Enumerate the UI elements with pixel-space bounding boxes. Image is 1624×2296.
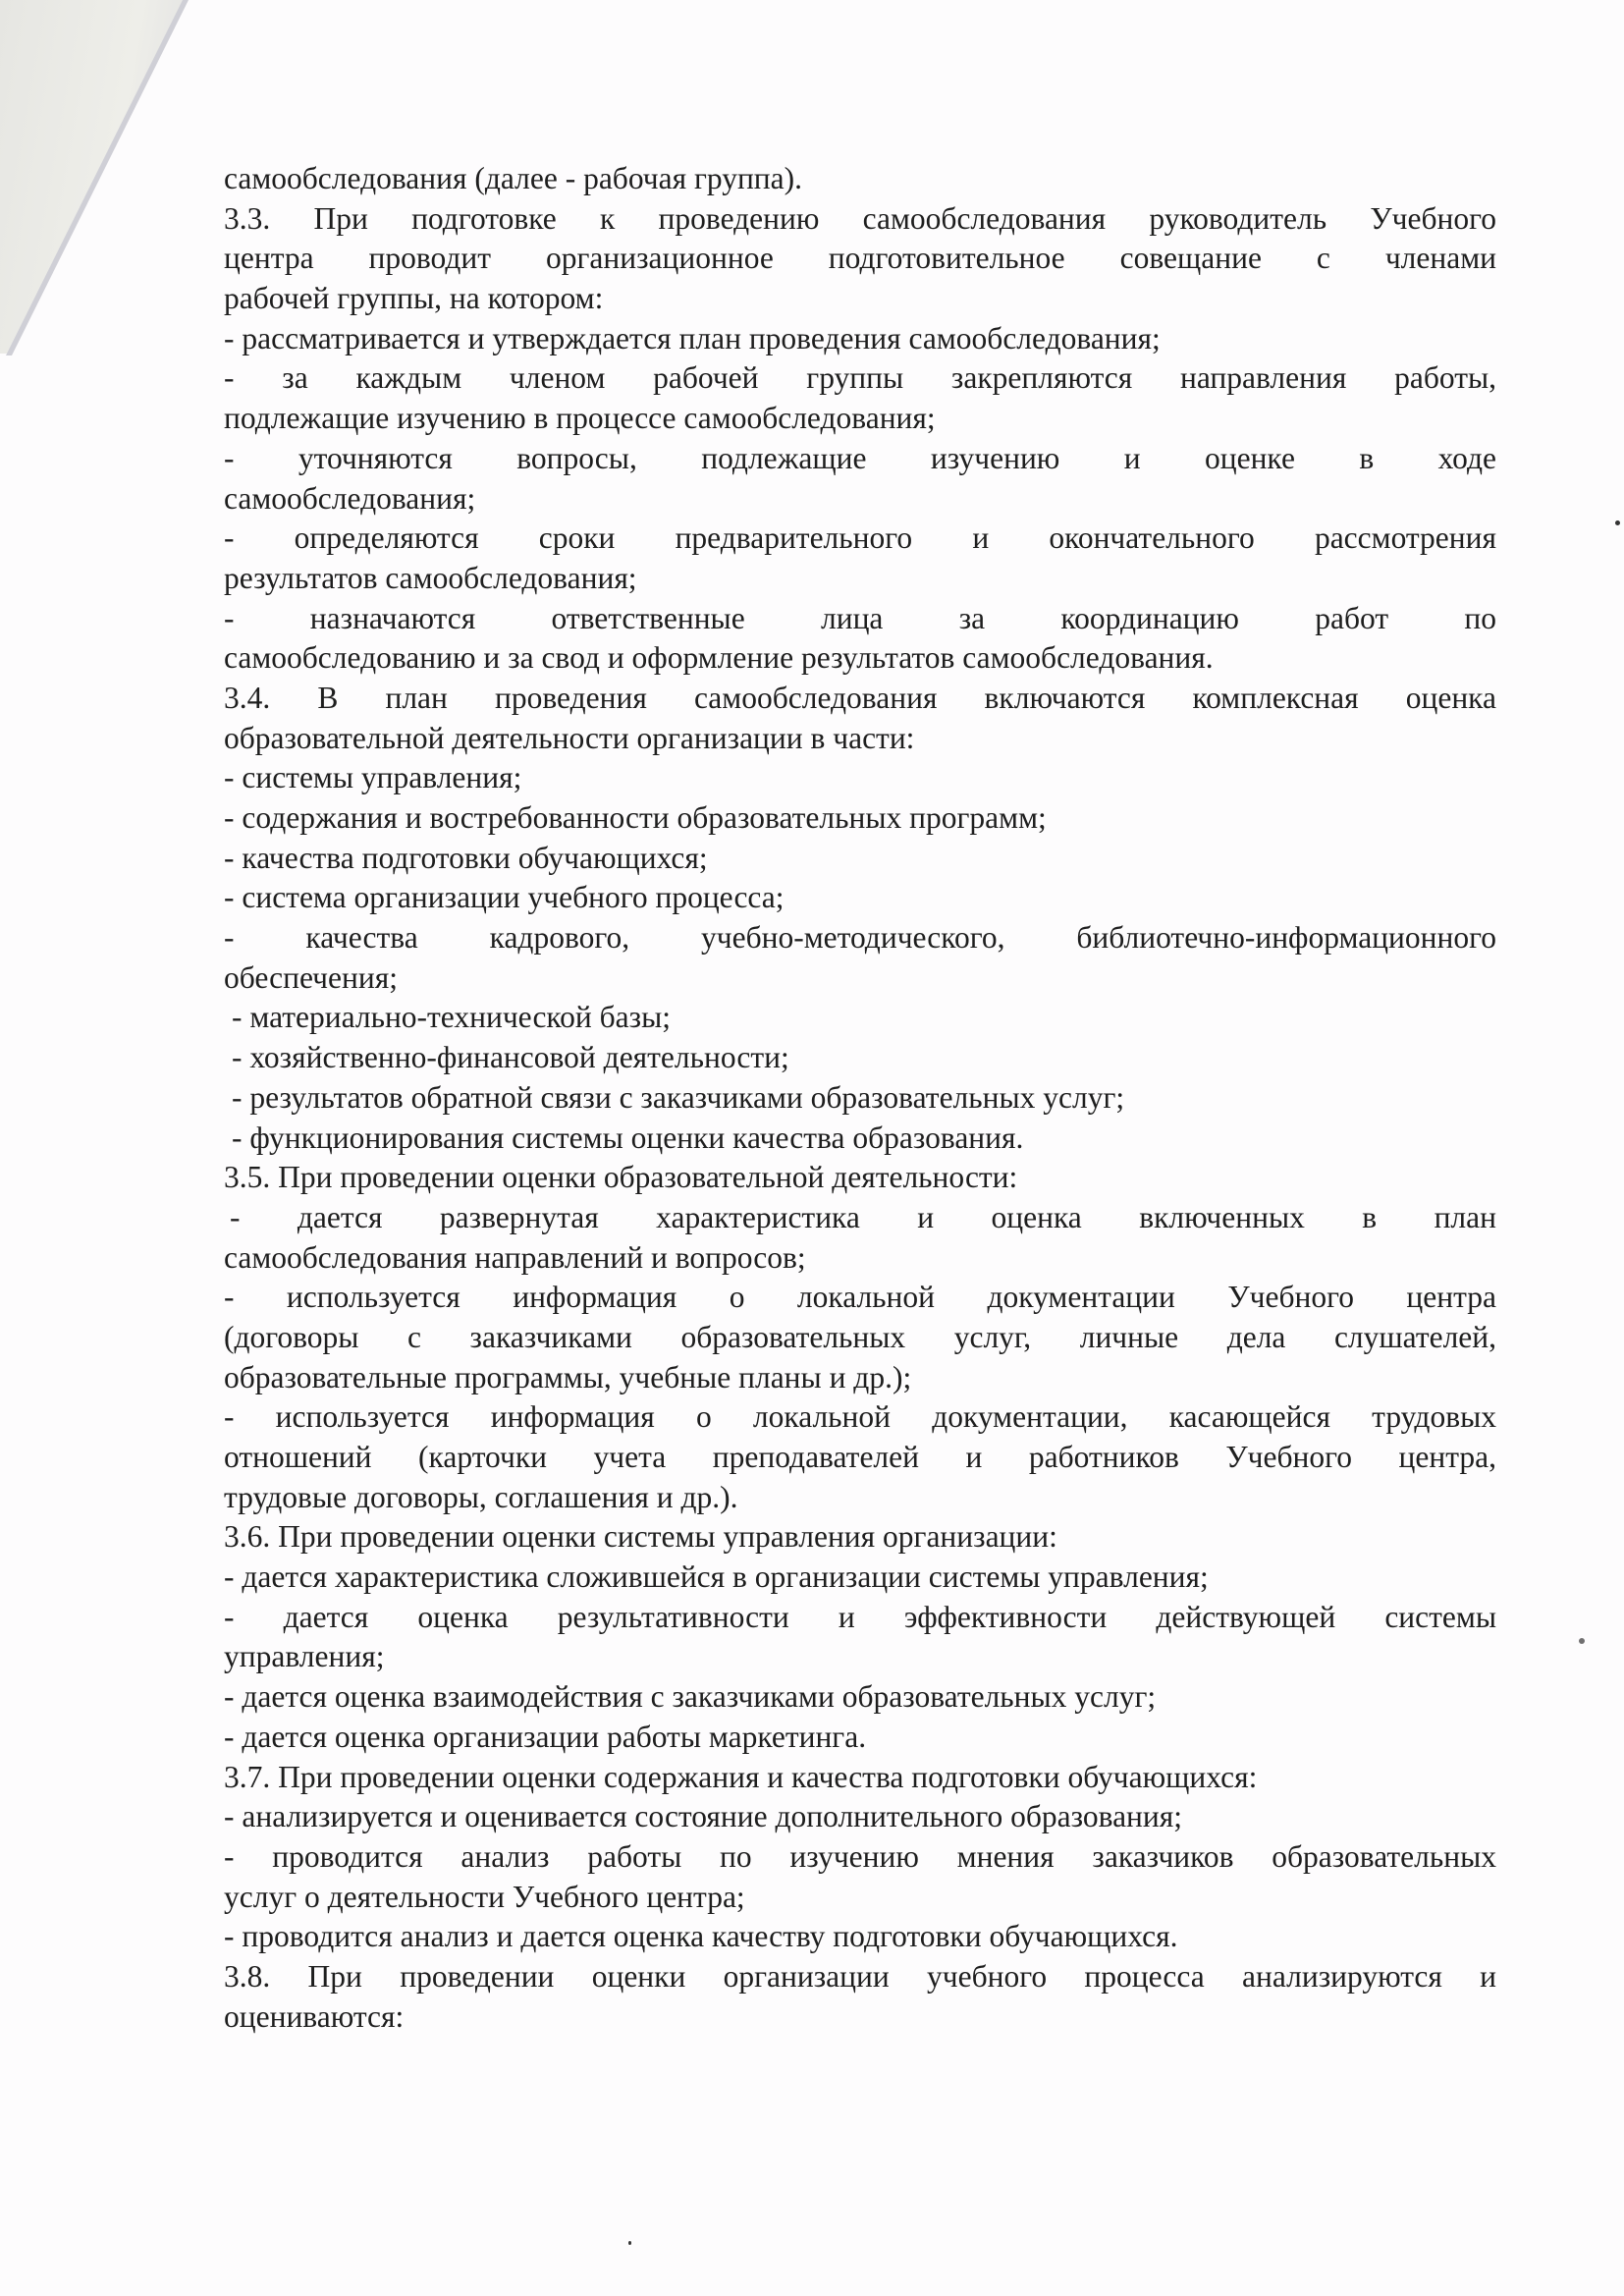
list-item: - дается оценка взаимодействия с заказчиками образовательных услуг; xyxy=(224,1679,1157,1715)
section-3-8-heading: 3.8. При проведении оценки организации учебного процесса анализируются и xyxy=(224,1958,1496,1994)
scan-speck xyxy=(1579,1638,1585,1644)
document-body xyxy=(224,159,1496,2037)
text-line: управления; xyxy=(224,1639,385,1674)
list-item: - качества кадрового, учебно-методического, библиотечно-информационного xyxy=(224,920,1496,956)
scan-speck xyxy=(628,2241,631,2245)
scan-speck xyxy=(1615,520,1620,525)
list-item: - хозяйственно-финансовой деятельности; xyxy=(232,1040,789,1075)
list-item: - назначаются ответственные лица за координацию работ по xyxy=(224,600,1496,635)
list-item: - за каждым членом рабочей группы закрепляются направления работы, xyxy=(224,360,1496,396)
section-3-4-heading: 3.4. В план проведения самообследования включаются комплексная оценка xyxy=(224,680,1496,715)
list-item: - качества подготовки обучающихся; xyxy=(224,840,708,875)
section-3-7-heading: 3.7. При проведении оценки содержания и качества подготовки обучающихся: xyxy=(224,1759,1258,1794)
text-line: оцениваются: xyxy=(224,1998,405,2034)
text-line: центра проводит организационное подготовительное совещание с членами xyxy=(224,241,1496,276)
text-line: услуг о деятельности Учебного центра; xyxy=(224,1879,745,1914)
list-item: - результатов обратной связи с заказчиками образовательных услуг; xyxy=(232,1079,1125,1115)
text-line: обеспечения; xyxy=(224,959,398,995)
text-line: самообследования (далее - рабочая группа). xyxy=(224,161,803,195)
list-item: - материально-технической базы; xyxy=(232,1000,671,1035)
list-item: - дается развернутая характеристика и оценка включенных в план xyxy=(230,1199,1496,1234)
list-item: - системы управления; xyxy=(224,760,522,795)
text-line: (договоры с заказчиками образовательных услуг, личные дела слушателей, xyxy=(224,1319,1496,1354)
text-line: самообследования направлений и вопросов; xyxy=(224,1239,806,1275)
section-3-6-heading: 3.6. При проведении оценки системы управления организации: xyxy=(224,1519,1057,1555)
list-item: - содержания и востребованности образовательных программ; xyxy=(224,800,1047,835)
text-line: трудовые договоры, соглашения и др.). xyxy=(224,1479,738,1514)
text-line: образовательные программы, учебные планы и др.); xyxy=(224,1359,912,1394)
text-line: результатов самообследования; xyxy=(224,560,637,595)
text-line: подлежащие изучению в процессе самообследования; xyxy=(224,401,936,436)
text-line: самообследования; xyxy=(224,480,476,516)
list-item: - дается оценка организации работы маркетинга. xyxy=(224,1719,867,1754)
list-item: - определяются сроки предварительного и окончательного рассмотрения xyxy=(224,520,1496,556)
list-item: - функционирования системы оценки качества образования. xyxy=(232,1120,1024,1155)
text-line: самообследованию и за свод и оформление результатов самообследования. xyxy=(224,640,1214,676)
list-item: - проводится анализ и дается оценка качеству подготовки обучающихся. xyxy=(224,1919,1178,1954)
list-item: - используется информация о локальной документации Учебного центра xyxy=(224,1280,1496,1315)
list-item: - дается оценка результативности и эффективности действующей системы xyxy=(224,1599,1496,1634)
text-line: отношений (карточки учета преподавателей и работников Учебного центра, xyxy=(224,1440,1496,1474)
text-line: рабочей группы, на котором: xyxy=(224,281,604,316)
list-item: - анализируется и оценивается состояние дополнительного образования; xyxy=(224,1799,1183,1834)
list-item: - проводится анализ работы по изучению мнения заказчиков образовательных xyxy=(224,1838,1496,1874)
section-3-3-heading: 3.3. При подготовке к проведению самообследования руководитель Учебного xyxy=(224,200,1496,236)
text-line: образовательной деятельности организации в части: xyxy=(224,720,915,755)
section-3-5-heading: 3.5. При проведении оценки образовательной деятельности: xyxy=(224,1160,1018,1195)
list-item: - уточняются вопросы, подлежащие изучению и оценке в ходе xyxy=(224,440,1496,475)
list-item: - используется информация о локальной документации, касающейся трудовых xyxy=(224,1399,1496,1435)
list-item: - дается характеристика сложившейся в организации системы управления; xyxy=(224,1559,1209,1595)
list-item: - рассматривается и утверждается план проведения самообследования; xyxy=(224,320,1161,355)
list-item: - система организации учебного процесса; xyxy=(224,880,785,915)
